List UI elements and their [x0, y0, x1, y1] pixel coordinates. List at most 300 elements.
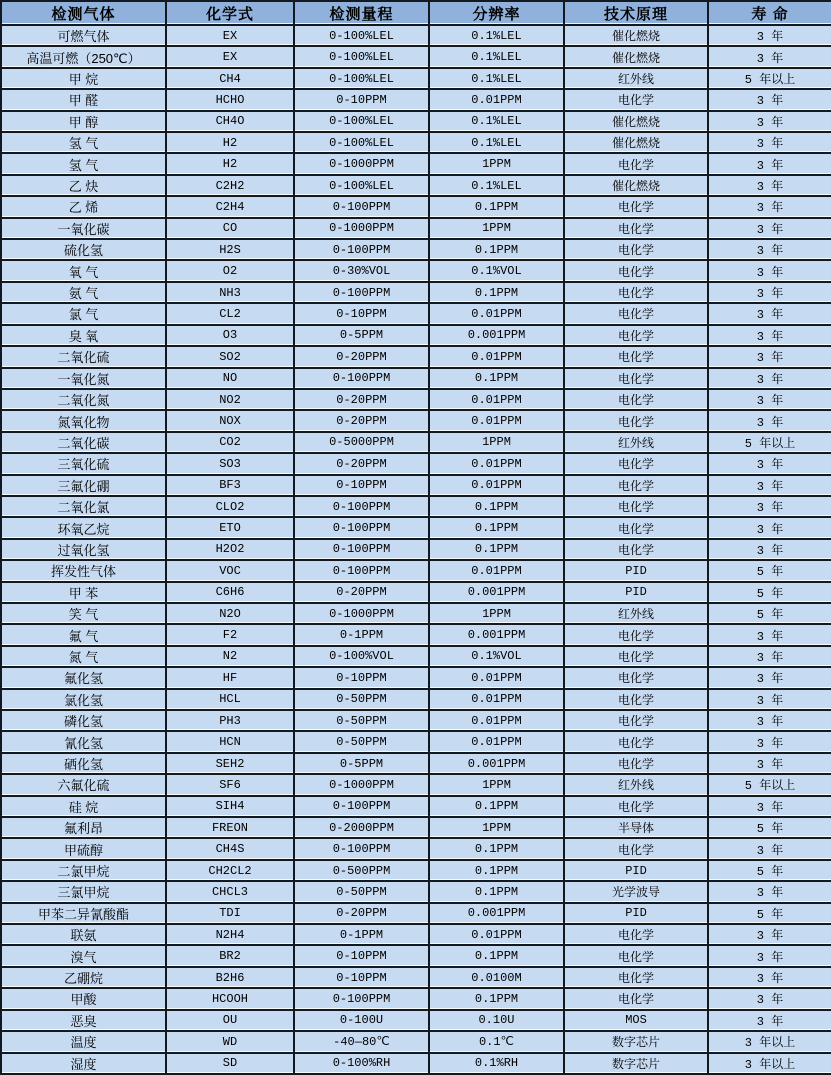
- column-header: 化学式: [166, 1, 294, 25]
- table-cell: 电化学: [564, 517, 708, 538]
- table-cell: 0-100%LEL: [294, 68, 429, 89]
- table-cell: HCL: [166, 689, 294, 710]
- table-cell: 0-100%VOL: [294, 646, 429, 667]
- table-cell: 二氧化硫: [1, 346, 166, 367]
- column-header: 技术原理: [564, 1, 708, 25]
- table-cell: 0.01PPM: [429, 731, 564, 752]
- table-cell: 0-10PPM: [294, 303, 429, 324]
- table-cell: 0-100U: [294, 1010, 429, 1031]
- table-cell: 0.01PPM: [429, 475, 564, 496]
- table-row: [1, 432, 831, 453]
- table-cell: F2: [166, 624, 294, 645]
- table-cell: 0-20PPM: [294, 582, 429, 603]
- table-cell: 3 年: [708, 111, 831, 132]
- table-cell: 电化学: [564, 496, 708, 517]
- table-cell: 0.1%RH: [429, 1053, 564, 1075]
- table-cell: 挥发性气体: [1, 560, 166, 581]
- table-row: [1, 410, 831, 431]
- table-cell: 0.1%LEL: [429, 68, 564, 89]
- table-cell: 氟化氢: [1, 667, 166, 688]
- table-cell: 0.001PPM: [429, 325, 564, 346]
- table-cell: 3 年: [708, 303, 831, 324]
- table-cell: 3 年: [708, 282, 831, 303]
- table-cell: B2H6: [166, 967, 294, 988]
- table-cell: BR2: [166, 945, 294, 966]
- table-cell: 5 年: [708, 582, 831, 603]
- table-cell: 二氧化氯: [1, 496, 166, 517]
- table-row: [1, 838, 831, 859]
- table-cell: SF6: [166, 774, 294, 795]
- table-cell: 电化学: [564, 410, 708, 431]
- table-cell: 数字芯片: [564, 1053, 708, 1075]
- table-cell: 0.01PPM: [429, 303, 564, 324]
- table-cell: 3 年: [708, 646, 831, 667]
- table-cell: 电化学: [564, 667, 708, 688]
- table-cell: 电化学: [564, 239, 708, 260]
- table-cell: 0-50PPM: [294, 881, 429, 902]
- table-cell: 电化学: [564, 153, 708, 174]
- table-cell: 硒化氢: [1, 753, 166, 774]
- table-cell: 3 年: [708, 731, 831, 752]
- table-row: [1, 774, 831, 795]
- table-cell: 3 年: [708, 710, 831, 731]
- table-cell: 乙硼烷: [1, 967, 166, 988]
- table-cell: NOX: [166, 410, 294, 431]
- table-cell: ETO: [166, 517, 294, 538]
- table-cell: 5 年: [708, 560, 831, 581]
- table-cell: 3 年: [708, 881, 831, 902]
- table-cell: 0-100%LEL: [294, 132, 429, 153]
- table-cell: 电化学: [564, 282, 708, 303]
- table-cell: 0.01PPM: [429, 560, 564, 581]
- table-cell: 甲苯二异氰酸酯: [1, 903, 166, 924]
- table-cell: EX: [166, 46, 294, 67]
- table-cell: CH4O: [166, 111, 294, 132]
- table-cell: 0-100PPM: [294, 560, 429, 581]
- table-row: [1, 560, 831, 581]
- table-cell: 0.1PPM: [429, 881, 564, 902]
- table-cell: 1PPM: [429, 603, 564, 624]
- table-cell: 氟利昂: [1, 817, 166, 838]
- table-cell: 甲 烷: [1, 68, 166, 89]
- table-cell: 二氯甲烷: [1, 860, 166, 881]
- table-cell: 红外线: [564, 68, 708, 89]
- table-cell: C2H2: [166, 175, 294, 196]
- table-row: [1, 196, 831, 217]
- table-cell: 0.1%VOL: [429, 646, 564, 667]
- table-cell: 0.01PPM: [429, 389, 564, 410]
- table-row: [1, 132, 831, 153]
- table-cell: 5 年: [708, 860, 831, 881]
- table-cell: 电化学: [564, 710, 708, 731]
- table-cell: 三氧化硫: [1, 453, 166, 474]
- table-cell: FREON: [166, 817, 294, 838]
- table-cell: 0.001PPM: [429, 582, 564, 603]
- table-cell: 3 年: [708, 667, 831, 688]
- table-row: [1, 111, 831, 132]
- table-cell: 硫化氢: [1, 239, 166, 260]
- table-cell: 电化学: [564, 796, 708, 817]
- table-row: [1, 731, 831, 752]
- table-cell: 电化学: [564, 988, 708, 1009]
- table-cell: 0-10PPM: [294, 89, 429, 110]
- table-cell: 0-10PPM: [294, 967, 429, 988]
- table-cell: 0.1PPM: [429, 239, 564, 260]
- table-row: [1, 89, 831, 110]
- table-cell: 甲 醇: [1, 111, 166, 132]
- table-cell: 0.1%LEL: [429, 111, 564, 132]
- table-cell: 3 年: [708, 496, 831, 517]
- table-row: [1, 603, 831, 624]
- table-cell: 0.01PPM: [429, 89, 564, 110]
- table-cell: 3 年: [708, 89, 831, 110]
- table-cell: 氧 气: [1, 260, 166, 281]
- table-cell: 催化燃烧: [564, 175, 708, 196]
- table-cell: H2: [166, 132, 294, 153]
- table-cell: 0.1PPM: [429, 517, 564, 538]
- table-cell: 高温可燃（250℃）: [1, 46, 166, 67]
- table-cell: 二氧化氮: [1, 389, 166, 410]
- table-cell: 0-50PPM: [294, 731, 429, 752]
- table-cell: 3 年: [708, 796, 831, 817]
- table-cell: 红外线: [564, 432, 708, 453]
- table-cell: 电化学: [564, 325, 708, 346]
- table-cell: PID: [564, 582, 708, 603]
- table-row: [1, 46, 831, 67]
- table-cell: 0-100PPM: [294, 239, 429, 260]
- table-cell: 0-100PPM: [294, 539, 429, 560]
- table-row: [1, 260, 831, 281]
- table-row: [1, 1053, 831, 1075]
- table-cell: 电化学: [564, 346, 708, 367]
- table-cell: 0.01PPM: [429, 689, 564, 710]
- table-cell: 3 年: [708, 218, 831, 239]
- table-cell: NO2: [166, 389, 294, 410]
- table-cell: CHCL3: [166, 881, 294, 902]
- table-cell: 0.1PPM: [429, 539, 564, 560]
- table-row: [1, 710, 831, 731]
- table-row: [1, 817, 831, 838]
- table-cell: 0-100%LEL: [294, 46, 429, 67]
- table-cell: -40—80℃: [294, 1031, 429, 1052]
- table-cell: 氯化氢: [1, 689, 166, 710]
- table-cell: 5 年以上: [708, 432, 831, 453]
- table-cell: 3 年: [708, 453, 831, 474]
- table-row: [1, 753, 831, 774]
- table-cell: 0.1PPM: [429, 196, 564, 217]
- table-row: [1, 1010, 831, 1031]
- table-cell: 1PPM: [429, 153, 564, 174]
- header-row: [1, 1, 831, 25]
- table-row: [1, 368, 831, 389]
- table-cell: 0.01PPM: [429, 453, 564, 474]
- table-row: [1, 282, 831, 303]
- table-cell: 电化学: [564, 838, 708, 859]
- table-cell: 0.1PPM: [429, 838, 564, 859]
- table-cell: SIH4: [166, 796, 294, 817]
- table-cell: 红外线: [564, 603, 708, 624]
- table-cell: N2: [166, 646, 294, 667]
- table-cell: 0.1%LEL: [429, 46, 564, 67]
- table-row: [1, 967, 831, 988]
- table-cell: HCOOH: [166, 988, 294, 1009]
- table-cell: 3 年: [708, 475, 831, 496]
- table-cell: 电化学: [564, 368, 708, 389]
- table-cell: 0-20PPM: [294, 389, 429, 410]
- table-cell: 电化学: [564, 475, 708, 496]
- table-row: [1, 153, 831, 174]
- table-cell: 催化燃烧: [564, 46, 708, 67]
- table-cell: 0-1000PPM: [294, 218, 429, 239]
- table-cell: 氢 气: [1, 132, 166, 153]
- table-cell: 0-10PPM: [294, 667, 429, 688]
- table-cell: 甲 苯: [1, 582, 166, 603]
- table-cell: 湿度: [1, 1053, 166, 1075]
- table-cell: 3 年: [708, 410, 831, 431]
- table-cell: O2: [166, 260, 294, 281]
- table-cell: 0.01PPM: [429, 710, 564, 731]
- table-cell: 电化学: [564, 196, 708, 217]
- table-row: [1, 539, 831, 560]
- table-cell: CO: [166, 218, 294, 239]
- table-cell: 0.1PPM: [429, 496, 564, 517]
- table-cell: 0-100PPM: [294, 988, 429, 1009]
- table-cell: 0.1PPM: [429, 860, 564, 881]
- table-cell: 0-1PPM: [294, 624, 429, 645]
- table-cell: 1PPM: [429, 218, 564, 239]
- table-cell: CH2CL2: [166, 860, 294, 881]
- table-cell: 3 年: [708, 539, 831, 560]
- table-cell: 乙 烯: [1, 196, 166, 217]
- table-cell: PH3: [166, 710, 294, 731]
- table-row: [1, 325, 831, 346]
- table-cell: 半导体: [564, 817, 708, 838]
- table-cell: 三氟化硼: [1, 475, 166, 496]
- table-cell: 0-20PPM: [294, 903, 429, 924]
- table-cell: 0-100%RH: [294, 1053, 429, 1075]
- table-cell: CO2: [166, 432, 294, 453]
- table-row: [1, 1031, 831, 1052]
- table-cell: BF3: [166, 475, 294, 496]
- table-cell: 电化学: [564, 453, 708, 474]
- table-cell: O3: [166, 325, 294, 346]
- table-cell: 氮 气: [1, 646, 166, 667]
- table-cell: C6H6: [166, 582, 294, 603]
- table-cell: 0.10U: [429, 1010, 564, 1031]
- table-cell: 0.1PPM: [429, 945, 564, 966]
- table-cell: 0.01PPM: [429, 924, 564, 945]
- table-row: [1, 881, 831, 902]
- table-cell: SO2: [166, 346, 294, 367]
- table-cell: 0-100PPM: [294, 838, 429, 859]
- table-cell: 0-20PPM: [294, 410, 429, 431]
- table-cell: 臭 氧: [1, 325, 166, 346]
- table-cell: 0.1%VOL: [429, 260, 564, 281]
- table-cell: 3 年: [708, 239, 831, 260]
- table-cell: 电化学: [564, 689, 708, 710]
- table-cell: 电化学: [564, 731, 708, 752]
- table-header: [1, 1, 831, 25]
- table-cell: 电化学: [564, 646, 708, 667]
- table-cell: 温度: [1, 1031, 166, 1052]
- table-cell: 0-100PPM: [294, 517, 429, 538]
- table-cell: 电化学: [564, 753, 708, 774]
- table-cell: 0.001PPM: [429, 903, 564, 924]
- table-cell: 0-50PPM: [294, 710, 429, 731]
- table-cell: 0-1000PPM: [294, 774, 429, 795]
- table-cell: N2H4: [166, 924, 294, 945]
- table-cell: H2S: [166, 239, 294, 260]
- table-row: [1, 860, 831, 881]
- table-cell: 3 年: [708, 196, 831, 217]
- table-cell: CL2: [166, 303, 294, 324]
- table-cell: MOS: [564, 1010, 708, 1031]
- table-cell: SEH2: [166, 753, 294, 774]
- table-cell: 0-1PPM: [294, 924, 429, 945]
- table-cell: 硅 烷: [1, 796, 166, 817]
- table-cell: 0.1PPM: [429, 796, 564, 817]
- table-cell: 环氧乙烷: [1, 517, 166, 538]
- table-cell: SO3: [166, 453, 294, 474]
- column-header: 分辨率: [429, 1, 564, 25]
- table-cell: 3 年以上: [708, 1053, 831, 1075]
- table-row: [1, 924, 831, 945]
- table-cell: 催化燃烧: [564, 111, 708, 132]
- table-cell: 5 年: [708, 817, 831, 838]
- table-cell: 3 年: [708, 346, 831, 367]
- table-cell: 氮氧化物: [1, 410, 166, 431]
- table-cell: PID: [564, 860, 708, 881]
- table-cell: 0.1PPM: [429, 282, 564, 303]
- table-cell: 5 年: [708, 603, 831, 624]
- table-cell: 电化学: [564, 924, 708, 945]
- table-cell: 3 年: [708, 153, 831, 174]
- table-cell: 3 年: [708, 46, 831, 67]
- table-cell: 溴气: [1, 945, 166, 966]
- table-cell: 恶臭: [1, 1010, 166, 1031]
- table-row: [1, 303, 831, 324]
- table-cell: C2H4: [166, 196, 294, 217]
- table-cell: 联氨: [1, 924, 166, 945]
- table-cell: 0-100%LEL: [294, 175, 429, 196]
- table-cell: 三氯甲烷: [1, 881, 166, 902]
- table-cell: TDI: [166, 903, 294, 924]
- table-cell: 磷化氢: [1, 710, 166, 731]
- table-body: [1, 25, 831, 1074]
- table-cell: 催化燃烧: [564, 25, 708, 46]
- table-cell: 1PPM: [429, 774, 564, 795]
- column-header: 检测量程: [294, 1, 429, 25]
- table-cell: H2O2: [166, 539, 294, 560]
- table-cell: N2O: [166, 603, 294, 624]
- table-row: [1, 68, 831, 89]
- table-cell: 一氧化碳: [1, 218, 166, 239]
- table-cell: CLO2: [166, 496, 294, 517]
- table-cell: 0-5PPM: [294, 753, 429, 774]
- table-cell: 电化学: [564, 945, 708, 966]
- table-cell: 电化学: [564, 967, 708, 988]
- table-row: [1, 346, 831, 367]
- table-cell: 1PPM: [429, 817, 564, 838]
- table-cell: 六氟化硫: [1, 774, 166, 795]
- table-row: [1, 517, 831, 538]
- table-cell: 光学波导: [564, 881, 708, 902]
- table-cell: 5 年: [708, 903, 831, 924]
- table-cell: EX: [166, 25, 294, 46]
- table-cell: 电化学: [564, 539, 708, 560]
- table-cell: 笑 气: [1, 603, 166, 624]
- table-cell: 0.1%LEL: [429, 175, 564, 196]
- table-cell: 电化学: [564, 89, 708, 110]
- table-cell: 0-100PPM: [294, 496, 429, 517]
- table-cell: HF: [166, 667, 294, 688]
- table-cell: 3 年: [708, 132, 831, 153]
- table-row: [1, 689, 831, 710]
- table-cell: OU: [166, 1010, 294, 1031]
- table-cell: 3 年: [708, 368, 831, 389]
- table-cell: 5 年以上: [708, 774, 831, 795]
- table-cell: NH3: [166, 282, 294, 303]
- table-cell: 0-10PPM: [294, 945, 429, 966]
- table-cell: 电化学: [564, 624, 708, 645]
- table-cell: 3 年: [708, 924, 831, 945]
- table-cell: 甲硫醇: [1, 838, 166, 859]
- table-cell: 氯 气: [1, 303, 166, 324]
- table-cell: 1PPM: [429, 432, 564, 453]
- table-row: [1, 624, 831, 645]
- table-cell: SD: [166, 1053, 294, 1075]
- table-cell: VOC: [166, 560, 294, 581]
- table-cell: 乙 炔: [1, 175, 166, 196]
- table-cell: 过氧化氢: [1, 539, 166, 560]
- table-cell: 3 年: [708, 988, 831, 1009]
- table-cell: 电化学: [564, 389, 708, 410]
- table-cell: 0-5PPM: [294, 325, 429, 346]
- table-cell: 氟 气: [1, 624, 166, 645]
- table-cell: WD: [166, 1031, 294, 1052]
- table-cell: 0.1%LEL: [429, 25, 564, 46]
- table-cell: 3 年: [708, 838, 831, 859]
- table-row: [1, 25, 831, 46]
- table-cell: 5 年以上: [708, 68, 831, 89]
- table-cell: 0-100PPM: [294, 796, 429, 817]
- table-row: [1, 945, 831, 966]
- table-cell: 0.01PPM: [429, 667, 564, 688]
- table-cell: H2: [166, 153, 294, 174]
- column-header: 检测气体: [1, 1, 166, 25]
- table-cell: 0.1℃: [429, 1031, 564, 1052]
- column-header: 寿 命: [708, 1, 831, 25]
- table-cell: 0-20PPM: [294, 453, 429, 474]
- table-cell: 0-100PPM: [294, 196, 429, 217]
- table-cell: 二氧化碳: [1, 432, 166, 453]
- table-cell: 3 年: [708, 967, 831, 988]
- table-cell: 氨 气: [1, 282, 166, 303]
- table-row: [1, 389, 831, 410]
- table-cell: 数字芯片: [564, 1031, 708, 1052]
- table-cell: 0.01PPM: [429, 346, 564, 367]
- table-cell: CH4S: [166, 838, 294, 859]
- table-cell: CH4: [166, 68, 294, 89]
- table-cell: 电化学: [564, 218, 708, 239]
- table-cell: 氰化氢: [1, 731, 166, 752]
- table-cell: 0-100%LEL: [294, 111, 429, 132]
- table-cell: 0-500PPM: [294, 860, 429, 881]
- table-cell: 0-10PPM: [294, 475, 429, 496]
- table-cell: 电化学: [564, 260, 708, 281]
- table-cell: 3 年: [708, 325, 831, 346]
- table-cell: 0-1000PPM: [294, 603, 429, 624]
